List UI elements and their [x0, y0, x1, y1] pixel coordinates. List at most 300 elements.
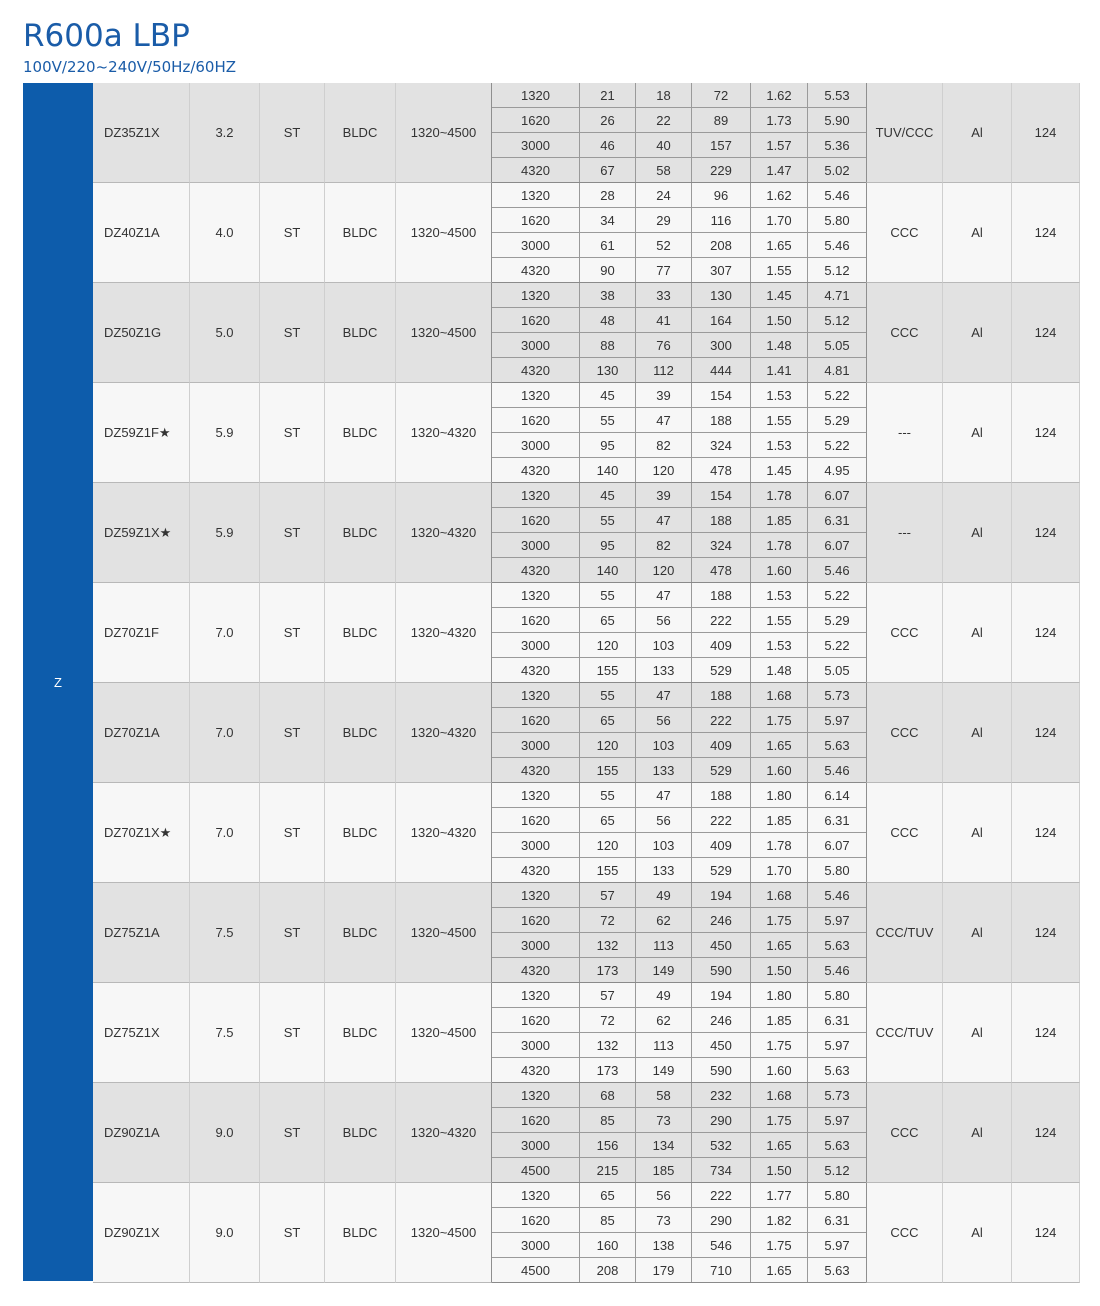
table-cell: 194 [692, 983, 751, 1007]
motor-cell: BLDC [325, 583, 396, 683]
table-cell: 133 [636, 758, 692, 782]
table-row [492, 683, 866, 708]
table-cell: 134 [636, 1133, 692, 1157]
table-cell: 5.80 [824, 1187, 850, 1203]
table-cell: 45 [580, 383, 636, 407]
table-cell: 1.45 [751, 458, 808, 482]
table-cell: 4320 [492, 158, 580, 182]
table-cell: 58 [636, 158, 692, 182]
table-cell: 1.53 [751, 383, 808, 407]
table-cell: 5.63 [824, 737, 850, 753]
model-name: DZ75Z1A [93, 883, 190, 983]
table-cell: 3000 [492, 1233, 580, 1257]
table-cell: 5.46 [824, 762, 850, 778]
table-cell: 113 [636, 933, 692, 957]
table-cell: 164 [692, 308, 751, 332]
table-cell: 290 [692, 1108, 751, 1132]
table-cell: 49 [636, 883, 692, 907]
table-cell: 1320 [492, 483, 580, 507]
table-cell: 5.05 [824, 662, 850, 678]
table-row [492, 1008, 866, 1033]
table-cell: 450 [692, 1033, 751, 1057]
table-cell: 5.22 [824, 437, 850, 453]
table-cell: 290 [692, 1208, 751, 1232]
table-cell: 82 [636, 433, 692, 457]
value-cell: 124 [1012, 583, 1080, 683]
table-cell: 5.80 [824, 212, 850, 228]
table-cell: 173 [580, 958, 636, 982]
material-cell: Al [943, 483, 1012, 583]
speed-range-cell: 1320~4320 [396, 1083, 492, 1183]
table-cell: 140 [580, 558, 636, 582]
table-row [492, 1083, 866, 1108]
table-cell: 1.78 [751, 483, 808, 507]
table-cell: 5.97 [824, 712, 850, 728]
table-row [492, 183, 866, 208]
table-cell: 55 [580, 408, 636, 432]
table-cell: 5.46 [824, 187, 850, 203]
table-cell: 4320 [492, 658, 580, 682]
table-cell: 41 [636, 308, 692, 332]
table-cell: 72 [580, 908, 636, 932]
material-cell: Al [943, 1183, 1012, 1283]
table-cell: 5.73 [824, 1087, 850, 1103]
table-cell: 194 [692, 883, 751, 907]
table-cell: 188 [692, 783, 751, 807]
table-cell: 157 [692, 133, 751, 157]
torque-cell: ST [260, 283, 325, 383]
table-cell: 5.63 [824, 937, 850, 953]
table-cell: 1.77 [751, 1183, 808, 1207]
model-block [93, 683, 1080, 783]
performance-rows [492, 683, 866, 783]
table-cell: 120 [580, 833, 636, 857]
table-cell: 1.80 [751, 983, 808, 1007]
torque-cell: ST [260, 583, 325, 683]
table-cell: 1.78 [751, 533, 808, 557]
displacement-cell: 3.2 [190, 83, 260, 183]
table-row [492, 358, 866, 383]
table-cell: 112 [636, 358, 692, 382]
speed-range-cell: 1320~4500 [396, 983, 492, 1083]
speed-range-cell: 1320~4500 [396, 1183, 492, 1283]
table-row [492, 1033, 866, 1058]
table-cell: 529 [692, 658, 751, 682]
table-cell: 1.47 [751, 158, 808, 182]
table-cell: 1.50 [751, 1158, 808, 1182]
table-cell: 1320 [492, 83, 580, 107]
table-cell: 120 [636, 558, 692, 582]
table-cell: 22 [636, 108, 692, 132]
displacement-cell: 5.9 [190, 383, 260, 483]
table-cell: 5.63 [824, 1137, 850, 1153]
table-cell: 1.75 [751, 1108, 808, 1132]
value-cell: 124 [1012, 383, 1080, 483]
certification-cell: --- [866, 383, 943, 483]
table-cell: 188 [692, 408, 751, 432]
table-cell: 208 [692, 233, 751, 257]
table-cell: 4320 [492, 858, 580, 882]
table-cell: 1.65 [751, 233, 808, 257]
table-cell: 73 [636, 1108, 692, 1132]
table-cell: 324 [692, 533, 751, 557]
table-cell: 1.62 [751, 183, 808, 207]
table-cell: 307 [692, 258, 751, 282]
table-cell: 1620 [492, 108, 580, 132]
value-cell: 124 [1012, 1083, 1080, 1183]
motor-cell: BLDC [325, 183, 396, 283]
value-cell: 124 [1012, 83, 1080, 183]
table-cell: 409 [692, 733, 751, 757]
table-cell: 1320 [492, 983, 580, 1007]
table-cell: 1620 [492, 908, 580, 932]
table-row [492, 983, 866, 1008]
table-cell: 62 [636, 1008, 692, 1032]
table-cell: 179 [636, 1258, 692, 1282]
table-cell: 5.90 [824, 112, 850, 128]
table-cell: 1.55 [751, 258, 808, 282]
table-row [492, 1133, 866, 1158]
table-cell: 3000 [492, 733, 580, 757]
table-cell: 5.02 [824, 162, 850, 178]
table-cell: 1.78 [751, 833, 808, 857]
model-block [93, 1083, 1080, 1183]
speed-range-cell: 1320~4500 [396, 183, 492, 283]
table-cell: 1.60 [751, 758, 808, 782]
table-row [492, 408, 866, 433]
displacement-cell: 9.0 [190, 1083, 260, 1183]
table-cell: 3000 [492, 433, 580, 457]
table-cell: 130 [692, 283, 751, 307]
speed-range-cell: 1320~4320 [396, 483, 492, 583]
table-cell: 1.45 [751, 283, 808, 307]
table-row [492, 933, 866, 958]
table-cell: 1320 [492, 1183, 580, 1207]
table-cell: 1.75 [751, 1033, 808, 1057]
table-cell: 120 [580, 733, 636, 757]
table-cell: 47 [636, 783, 692, 807]
table-cell: 47 [636, 508, 692, 532]
table-cell: 188 [692, 683, 751, 707]
model-block [93, 1183, 1080, 1283]
speed-range-cell: 1320~4500 [396, 283, 492, 383]
value-cell: 124 [1012, 983, 1080, 1083]
certification-cell: TUV/CCC [866, 83, 943, 183]
table-cell: 5.46 [824, 237, 850, 253]
motor-cell: BLDC [325, 383, 396, 483]
speed-range-cell: 1320~4320 [396, 383, 492, 483]
table-row [492, 1208, 866, 1233]
table-cell: 1.48 [751, 658, 808, 682]
table-cell: 46 [580, 133, 636, 157]
table-cell: 3000 [492, 333, 580, 357]
value-cell: 124 [1012, 1183, 1080, 1283]
table-cell: 130 [580, 358, 636, 382]
material-cell: Al [943, 983, 1012, 1083]
table-cell: 4500 [492, 1158, 580, 1182]
displacement-cell: 7.0 [190, 683, 260, 783]
table-cell: 55 [580, 508, 636, 532]
table-cell: 3000 [492, 833, 580, 857]
table-cell: 26 [580, 108, 636, 132]
material-cell: Al [943, 383, 1012, 483]
table-cell: 120 [580, 633, 636, 657]
table-cell: 65 [580, 1183, 636, 1207]
series-label-text: Z [54, 674, 62, 690]
table-cell: 3000 [492, 633, 580, 657]
table-cell: 5.05 [824, 337, 850, 353]
table-cell: 52 [636, 233, 692, 257]
table-row [492, 733, 866, 758]
table-row [492, 258, 866, 283]
model-name: DZ50Z1G [93, 283, 190, 383]
table-cell: 5.12 [824, 312, 850, 328]
table-cell: 546 [692, 1233, 751, 1257]
table-cell: 3000 [492, 233, 580, 257]
motor-cell: BLDC [325, 783, 396, 883]
table-cell: 208 [580, 1258, 636, 1282]
speed-range-cell: 1320~4320 [396, 583, 492, 683]
table-cell: 3000 [492, 1133, 580, 1157]
table-cell: 1.70 [751, 858, 808, 882]
table-cell: 450 [692, 933, 751, 957]
table-cell: 29 [636, 208, 692, 232]
table-cell: 5.46 [824, 562, 850, 578]
table-cell: 1.65 [751, 933, 808, 957]
table-cell: 1.70 [751, 208, 808, 232]
table-cell: 5.22 [824, 387, 850, 403]
table-cell: 39 [636, 383, 692, 407]
speed-range-cell: 1320~4320 [396, 783, 492, 883]
table-cell: 6.31 [824, 512, 850, 528]
table-cell: 1620 [492, 1008, 580, 1032]
model-name: DZ59Z1F★ [93, 383, 190, 483]
material-cell: Al [943, 183, 1012, 283]
table-cell: 5.29 [824, 612, 850, 628]
table-row [492, 483, 866, 508]
table-cell: 1620 [492, 508, 580, 532]
page-title: R600a LBP [23, 18, 190, 54]
table-cell: 154 [692, 483, 751, 507]
table-cell: 96 [692, 183, 751, 207]
model-block [93, 883, 1080, 983]
performance-rows [492, 483, 866, 583]
model-block [93, 383, 1080, 483]
material-cell: Al [943, 283, 1012, 383]
model-name: DZ90Z1X [93, 1183, 190, 1283]
performance-rows [492, 583, 866, 683]
table-cell: 5.12 [824, 262, 850, 278]
table-cell: 3000 [492, 933, 580, 957]
table-cell: 6.31 [824, 812, 850, 828]
table-cell: 300 [692, 333, 751, 357]
table-cell: 222 [692, 708, 751, 732]
table-cell: 3000 [492, 133, 580, 157]
model-name: DZ90Z1A [93, 1083, 190, 1183]
table-cell: 56 [636, 808, 692, 832]
certification-cell: CCC [866, 183, 943, 283]
table-cell: 95 [580, 533, 636, 557]
certification-cell: CCC [866, 283, 943, 383]
table-cell: 532 [692, 1133, 751, 1157]
table-cell: 1.75 [751, 908, 808, 932]
table-cell: 1.53 [751, 633, 808, 657]
table-cell: 6.07 [824, 837, 850, 853]
table-row [492, 958, 866, 983]
table-cell: 1.41 [751, 358, 808, 382]
table-row [492, 808, 866, 833]
table-cell: 1620 [492, 1208, 580, 1232]
table-row [492, 208, 866, 233]
table-cell: 133 [636, 858, 692, 882]
table-cell: 409 [692, 633, 751, 657]
table-cell: 1.48 [751, 333, 808, 357]
model-name: DZ70Z1A [93, 683, 190, 783]
table-cell: 90 [580, 258, 636, 282]
table-cell: 1.53 [751, 433, 808, 457]
model-name: DZ70Z1F [93, 583, 190, 683]
table-cell: 1320 [492, 583, 580, 607]
table-cell: 222 [692, 608, 751, 632]
table-row [492, 858, 866, 883]
table-cell: 103 [636, 733, 692, 757]
table-cell: 1.85 [751, 1008, 808, 1032]
table-cell: 49 [636, 983, 692, 1007]
displacement-cell: 7.5 [190, 883, 260, 983]
table-cell: 48 [580, 308, 636, 332]
displacement-cell: 7.0 [190, 783, 260, 883]
table-cell: 4500 [492, 1258, 580, 1282]
model-block [93, 583, 1080, 683]
spec-table [93, 83, 1080, 1283]
table-cell: 47 [636, 583, 692, 607]
table-cell: 149 [636, 1058, 692, 1082]
table-cell: 21 [580, 83, 636, 107]
model-name: DZ35Z1X [93, 83, 190, 183]
performance-rows [492, 783, 866, 883]
table-cell: 57 [580, 883, 636, 907]
table-row [492, 883, 866, 908]
table-cell: 4320 [492, 558, 580, 582]
model-block [93, 183, 1080, 283]
table-cell: 5.73 [824, 687, 850, 703]
table-row [492, 333, 866, 358]
table-cell: 478 [692, 558, 751, 582]
material-cell: Al [943, 883, 1012, 983]
table-row [492, 508, 866, 533]
motor-cell: BLDC [325, 283, 396, 383]
table-row [492, 108, 866, 133]
table-cell: 89 [692, 108, 751, 132]
table-cell: 55 [580, 683, 636, 707]
table-cell: 409 [692, 833, 751, 857]
table-row [492, 1108, 866, 1133]
table-cell: 1320 [492, 783, 580, 807]
certification-cell: CCC [866, 1083, 943, 1183]
table-cell: 5.36 [824, 137, 850, 153]
table-cell: 1320 [492, 183, 580, 207]
table-cell: 4320 [492, 758, 580, 782]
table-cell: 77 [636, 258, 692, 282]
table-cell: 38 [580, 283, 636, 307]
table-cell: 1.50 [751, 308, 808, 332]
table-cell: 1.62 [751, 83, 808, 107]
torque-cell: ST [260, 783, 325, 883]
table-cell: 149 [636, 958, 692, 982]
table-row [492, 633, 866, 658]
model-block [93, 83, 1080, 183]
table-cell: 1.85 [751, 508, 808, 532]
table-cell: 47 [636, 408, 692, 432]
table-cell: 1.65 [751, 1133, 808, 1157]
performance-rows [492, 383, 866, 483]
displacement-cell: 5.9 [190, 483, 260, 583]
table-cell: 444 [692, 358, 751, 382]
table-cell: 5.97 [824, 1037, 850, 1053]
table-cell: 56 [636, 708, 692, 732]
table-row [492, 383, 866, 408]
table-cell: 6.07 [824, 487, 850, 503]
table-row [492, 283, 866, 308]
table-cell: 1.55 [751, 608, 808, 632]
table-cell: 4.71 [824, 287, 850, 303]
table-cell: 1.60 [751, 1058, 808, 1082]
value-cell: 124 [1012, 183, 1080, 283]
value-cell: 124 [1012, 483, 1080, 583]
table-row [492, 783, 866, 808]
table-cell: 33 [636, 283, 692, 307]
table-cell: 132 [580, 1033, 636, 1057]
table-cell: 65 [580, 808, 636, 832]
table-cell: 246 [692, 908, 751, 932]
model-name: DZ75Z1X [93, 983, 190, 1083]
table-cell: 85 [580, 1108, 636, 1132]
performance-rows [492, 183, 866, 283]
table-cell: 229 [692, 158, 751, 182]
model-name: DZ40Z1A [93, 183, 190, 283]
table-cell: 529 [692, 858, 751, 882]
table-cell: 5.97 [824, 912, 850, 928]
performance-rows [492, 883, 866, 983]
table-cell: 4320 [492, 958, 580, 982]
table-cell: 95 [580, 433, 636, 457]
table-cell: 5.53 [824, 87, 850, 103]
value-cell: 124 [1012, 783, 1080, 883]
table-cell: 1620 [492, 608, 580, 632]
table-cell: 246 [692, 1008, 751, 1032]
table-cell: 1.57 [751, 133, 808, 157]
table-cell: 61 [580, 233, 636, 257]
table-cell: 67 [580, 158, 636, 182]
table-cell: 5.22 [824, 587, 850, 603]
table-cell: 1.68 [751, 1083, 808, 1107]
table-row [492, 433, 866, 458]
table-cell: 5.63 [824, 1062, 850, 1078]
displacement-cell: 7.5 [190, 983, 260, 1083]
table-cell: 185 [636, 1158, 692, 1182]
table-row [492, 908, 866, 933]
torque-cell: ST [260, 83, 325, 183]
table-cell: 173 [580, 1058, 636, 1082]
table-row [492, 558, 866, 583]
speed-range-cell: 1320~4500 [396, 883, 492, 983]
table-cell: 40 [636, 133, 692, 157]
table-cell: 154 [692, 383, 751, 407]
material-cell: Al [943, 783, 1012, 883]
value-cell: 124 [1012, 683, 1080, 783]
table-cell: 324 [692, 433, 751, 457]
table-cell: 160 [580, 1233, 636, 1257]
